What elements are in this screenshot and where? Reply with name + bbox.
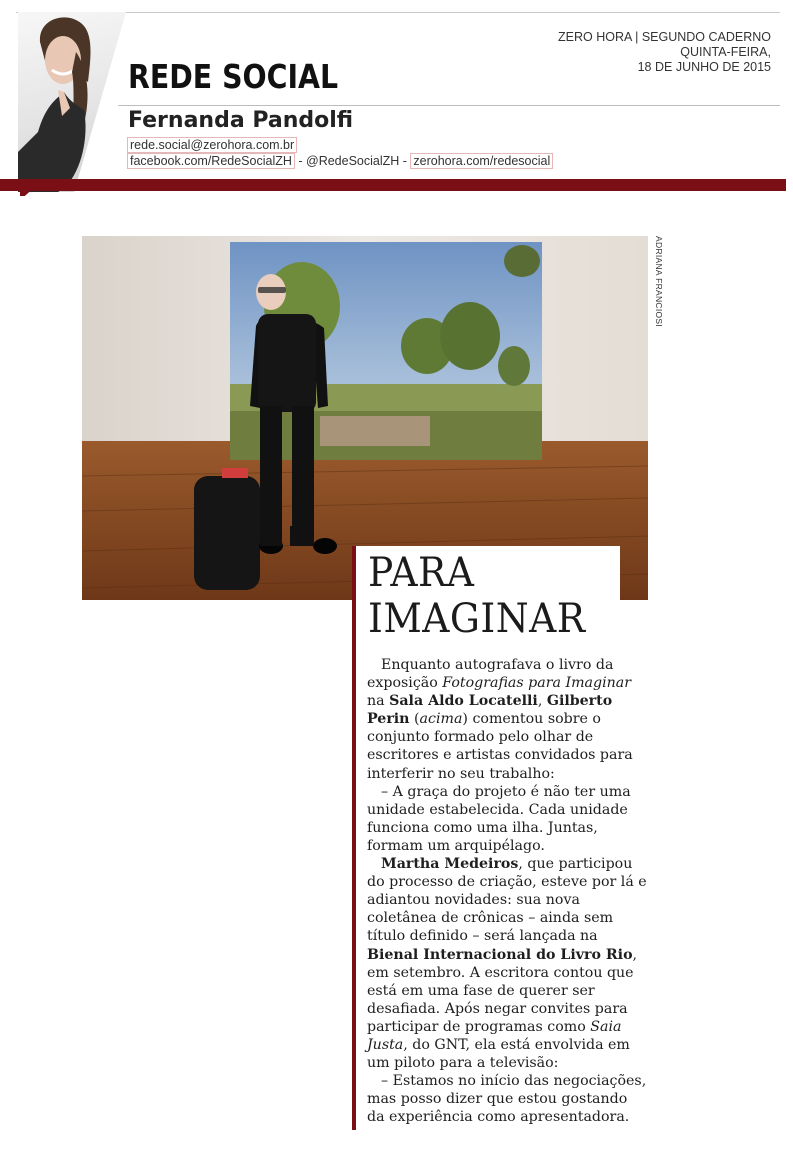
edition-info bbox=[558, 30, 771, 75]
article-headline bbox=[368, 550, 586, 642]
text-span: , que participou do processo de criação, esteve por lá e adiantou novidades: sua nova coletânea de crônicas – ainda sem título definido – será lançada na bbox=[367, 856, 647, 945]
edition-line-date: 18 DE JUNHO DE 2015 bbox=[637, 60, 771, 74]
text-span: Enquanto autografava o livro da exposição bbox=[367, 657, 614, 692]
contact-info bbox=[127, 137, 553, 169]
author-name: Fernanda Pandolfi bbox=[128, 108, 354, 133]
separator: - bbox=[294, 154, 306, 168]
person-name: Martha Medeiros bbox=[381, 856, 519, 873]
section-title: REDE SOCIAL bbox=[128, 57, 339, 96]
exhibition-title: Fotografias para Imaginar bbox=[442, 675, 631, 692]
venue-name: Sala Aldo Locatelli bbox=[389, 693, 538, 710]
separator: - bbox=[399, 154, 411, 168]
site-link[interactable]: zerohora.com/redesocial bbox=[410, 153, 553, 169]
program-title: Saia Justa bbox=[367, 1018, 622, 1053]
top-rule bbox=[16, 12, 780, 13]
twitter-handle[interactable]: @RedeSocialZH bbox=[306, 154, 400, 168]
headline-line-2: IMAGINAR bbox=[368, 596, 586, 642]
article-accent-rule bbox=[352, 546, 356, 1130]
text-span: , em setembro. A escritora contou que está em uma fase de querer ser desafiada. Após negar convites para participar de programas como bbox=[367, 946, 638, 1035]
paragraph-2: – A graça do projeto é não ter uma unidade estabelecida. Cada unidade funciona como uma ilha. Juntas, formam um arquipélago. bbox=[367, 783, 631, 854]
paragraph-4: – Estamos no início das negociações, mas posso dizer que estou gostando da experiência como apresentadora. bbox=[367, 1073, 647, 1126]
edition-line-publication: ZERO HORA | SEGUNDO CADERNO bbox=[558, 30, 771, 44]
paragraph-1 bbox=[367, 656, 649, 783]
text-span: ) comentou sobre o conjunto formado pelo olhar de escritores e artistas convidados para interferir no seu trabalho: bbox=[367, 711, 633, 782]
caption-reference: acima bbox=[419, 711, 463, 728]
header-accent-bar bbox=[0, 179, 786, 191]
text-span: na bbox=[367, 693, 390, 710]
headline-line-1: PARA bbox=[368, 550, 475, 596]
edition-line-weekday: QUINTA-FEIRA, bbox=[680, 45, 771, 59]
facebook-link[interactable]: facebook.com/RedeSocialZH bbox=[127, 153, 295, 169]
paragraph-3 bbox=[367, 855, 649, 1072]
header-rule bbox=[118, 105, 780, 106]
photo-credit: ADRIANA FRANCIOSI bbox=[654, 236, 664, 328]
email-link[interactable]: rede.social@zerohora.com.br bbox=[127, 137, 297, 153]
event-name: Bienal Internacional do Livro Rio bbox=[367, 946, 633, 963]
text-span: , bbox=[537, 693, 547, 710]
columnist-portrait bbox=[18, 12, 126, 192]
person-name: Gilberto Perin bbox=[367, 693, 613, 728]
text-span: ( bbox=[409, 711, 420, 728]
article-body bbox=[367, 656, 649, 1126]
text-span: , do GNT, ela está envolvida em um piloto para a televisão: bbox=[367, 1036, 630, 1072]
